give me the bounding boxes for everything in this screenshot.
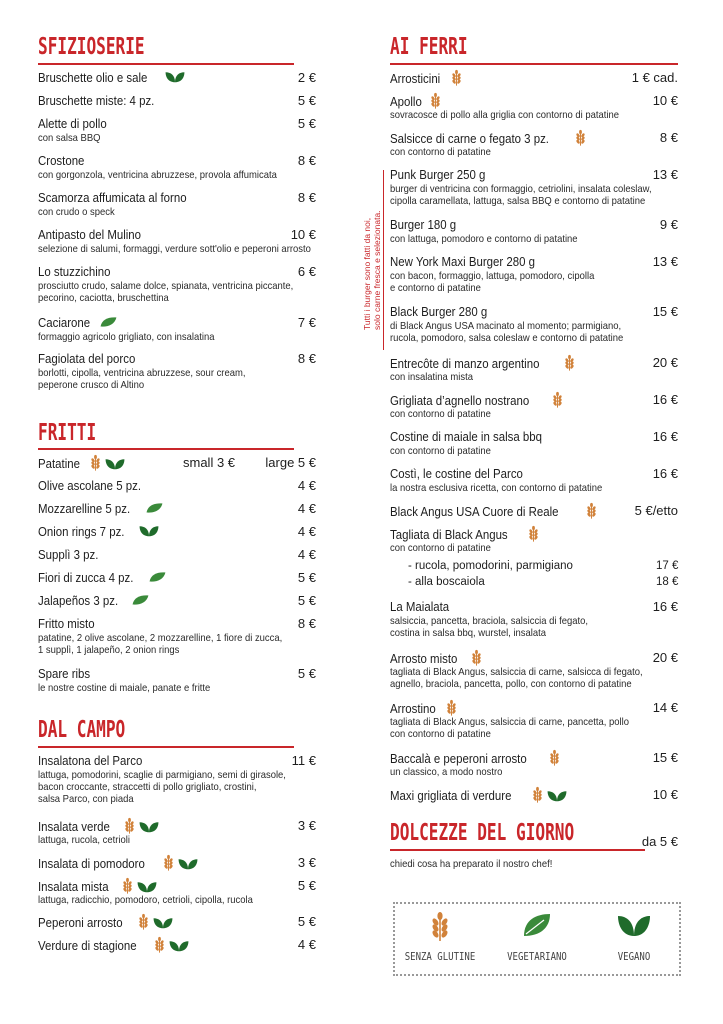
menu-item xyxy=(38,752,316,805)
menu-item-description: con contorno di patatine xyxy=(390,445,491,457)
menu-item-description: 1 supplì, 1 jalapeño, 2 onion rings xyxy=(38,644,180,656)
menu-item-price: 8 € xyxy=(297,616,316,631)
menu-item-price: 2 € xyxy=(297,70,316,85)
menu-item-name: Onion rings 7 pz. xyxy=(38,524,125,539)
menu-item-name: Grigliata d’agnello nostrano xyxy=(390,393,530,409)
menu-item-description: costina in salsa bbq, wurstel, insalata xyxy=(390,627,547,639)
menu-item-price: 5 € xyxy=(297,666,316,681)
menu-item-row xyxy=(390,129,678,146)
menu-item-description: con bacon, formaggio, lattuga, pomodoro, cipolla xyxy=(390,270,595,282)
menu-item-price: 5 € xyxy=(297,570,316,585)
menu-item-name: Supplì 3 pz. xyxy=(38,547,99,562)
menu-item-name: Caciarone xyxy=(38,315,91,330)
menu-item-price: 14 € xyxy=(652,700,678,715)
menu-item xyxy=(390,502,678,519)
menu-item xyxy=(38,546,316,563)
menu-item-price: 1 € cad. xyxy=(631,70,678,85)
menu-item-description: con contorno di patatine xyxy=(390,146,491,158)
leaf-icon xyxy=(149,570,166,587)
wheat-icon xyxy=(450,69,463,91)
menu-item-price: 5 € xyxy=(297,93,316,108)
section-divider xyxy=(38,746,294,748)
double-leaf-icon xyxy=(169,939,189,956)
menu-item xyxy=(38,454,316,471)
menu-item-description: con gorgonzola, ventricina abruzzese, provola affumicata xyxy=(38,169,277,181)
menu-item-price: 13 € xyxy=(652,167,678,182)
double-leaf-icon xyxy=(617,925,651,942)
legend-gluten-free xyxy=(395,912,485,963)
tagliata-option-price: 18 € xyxy=(656,576,679,588)
menu-item-name: Olive ascolane 5 pz. xyxy=(38,478,142,493)
section-title-ai-ferri: AI FERRI xyxy=(390,34,468,60)
menu-item xyxy=(390,69,678,86)
menu-item-price: 10 € xyxy=(652,787,678,802)
menu-item-name: Jalapeños 3 pz. xyxy=(38,593,119,608)
menu-item-row xyxy=(390,303,678,320)
menu-item-price: 20 € xyxy=(652,355,678,370)
wheat-icon xyxy=(137,913,150,935)
section-divider xyxy=(390,63,678,65)
menu-item-name: Black Burger 280 g xyxy=(390,304,488,319)
menu-item-price: 9 € xyxy=(659,217,678,232)
menu-item-description: lattuga, pomodorini, scaglie di parmigiano, semi di girasole, xyxy=(38,769,286,781)
menu-item-row xyxy=(38,69,316,86)
menu-item xyxy=(38,665,316,694)
menu-item-description: sovracosce di pollo alla griglia con contorno di patatine xyxy=(390,109,620,121)
menu-item-price: 5 € xyxy=(297,878,316,893)
menu-item-name: Tagliata di Black Angus xyxy=(390,527,508,543)
menu-item xyxy=(390,598,678,639)
wheat-icon xyxy=(531,786,544,808)
menu-item-name: Punk Burger 250 g xyxy=(390,167,486,182)
menu-item-description: e contorno di patatine xyxy=(390,282,481,294)
menu-item-name: Insalata mista xyxy=(38,879,109,895)
menu-item-row xyxy=(390,465,678,482)
menu-item-price: 3 € xyxy=(297,818,316,833)
menu-item-row xyxy=(38,615,316,632)
menu-item-row xyxy=(390,253,678,270)
menu-item-name: Salsicce di carne o fegato 3 pz. xyxy=(390,131,549,147)
menu-item-price: 16 € xyxy=(652,429,678,444)
double-leaf-icon xyxy=(165,70,185,87)
menu-item xyxy=(390,428,678,457)
menu-item-price: 16 € xyxy=(652,466,678,481)
menu-item-price: 6 € xyxy=(297,264,316,279)
menu-item-row xyxy=(390,69,678,86)
menu-item-name: Costì, le costine del Parco xyxy=(390,466,523,481)
menu-item-description: tagliata di Black Angus, salsiccia di carne, salsicca di fegato, xyxy=(390,666,643,678)
menu-item xyxy=(390,525,678,554)
menu-item-name: Black Angus USA Cuore di Reale xyxy=(390,504,559,520)
menu-item-name: Mozzarelline 5 pz. xyxy=(38,501,131,516)
menu-item-name: Antipasto del Mulino xyxy=(38,227,142,242)
menu-item xyxy=(38,854,316,871)
menu-item-description: con crudo o speck xyxy=(38,206,115,218)
section-title-sfizioserie: SFIZIOSERIE xyxy=(38,34,145,60)
menu-item-row xyxy=(38,92,316,109)
menu-item xyxy=(38,263,316,304)
legend-vegan xyxy=(589,912,679,963)
menu-item-name: Entrecôte di manzo argentino xyxy=(390,356,540,372)
tagliata-option xyxy=(408,560,679,572)
menu-item-description: prosciutto crudo, salame dolce, spianata, ventricina piccante, xyxy=(38,280,294,292)
menu-item xyxy=(38,92,316,109)
menu-item-row xyxy=(38,817,316,834)
menu-item-row xyxy=(38,115,316,132)
menu-item xyxy=(390,391,678,420)
menu-item-name: Maxi grigliata di verdure xyxy=(390,788,512,804)
menu-item-name: Scamorza affumicata al forno xyxy=(38,190,187,205)
menu-item-price: 10 € xyxy=(652,93,678,108)
menu-item-row xyxy=(390,649,678,666)
menu-item-name: Bruschette olio e sale xyxy=(38,70,148,85)
leaf-icon xyxy=(522,925,552,942)
section-divider xyxy=(390,849,645,851)
section-divider xyxy=(38,448,294,450)
section-title-dal-campo: DAL CAMPO xyxy=(38,717,126,743)
menu-item-description: con contorno di patatine xyxy=(390,728,491,740)
menu-item xyxy=(38,877,316,906)
menu-item-description: le nostre costine di maiale, panate e fritte xyxy=(38,682,211,694)
menu-item-row xyxy=(390,502,678,519)
double-leaf-icon xyxy=(547,789,567,806)
menu-item-name: Insalatona del Parco xyxy=(38,753,143,768)
menu-item-description: bacon croccante, straccetti di pollo grigliato, crostini, xyxy=(38,781,257,793)
wheat-icon xyxy=(89,454,102,476)
menu-item-price: 10 € xyxy=(290,227,316,242)
menu-item-price: 11 € xyxy=(291,753,316,768)
wheat-icon xyxy=(585,502,598,524)
wheat-icon xyxy=(162,854,175,876)
menu-item-price: 4 € xyxy=(297,937,316,952)
menu-item-description: patatine, 2 olive ascolane, 2 mozzarelline, 1 fiore di zucca, xyxy=(38,632,283,644)
leaf-icon xyxy=(146,501,163,518)
menu-item xyxy=(38,936,316,953)
menu-item xyxy=(38,350,316,391)
menu-item xyxy=(38,115,316,144)
menu-item-description: borlotti, cipolla, ventricina abruzzese, sour cream, xyxy=(38,367,246,379)
menu-item-name: Insalata di pomodoro xyxy=(38,856,145,872)
menu-item-row xyxy=(390,598,678,615)
menu-item-price: 4 € xyxy=(297,478,316,493)
menu-item-price: 7 € xyxy=(297,315,316,330)
menu-item-price: 8 € xyxy=(659,130,678,145)
menu-item xyxy=(38,69,316,86)
menu-item-row xyxy=(390,786,678,803)
menu-item xyxy=(38,592,316,609)
menu-item xyxy=(390,649,678,690)
menu-item-row xyxy=(390,525,678,542)
menu-item-price: 3 € xyxy=(297,855,316,870)
menu-item-description: la nostra esclusiva ricetta, con contorno di patatine xyxy=(390,482,603,494)
menu-item-name: Alette di pollo xyxy=(38,116,107,131)
menu-item-description: peperone crusco di Altino xyxy=(38,379,145,391)
burger-note: Tutti i burger sono fatti da noi, solo carne fresca e selezionata. xyxy=(362,210,382,330)
menu-item-row xyxy=(38,454,316,471)
menu-item xyxy=(38,523,316,540)
legend-vegetarian xyxy=(492,912,582,963)
section-title-dolcezze: DOLCEZZE DEL GIORNO xyxy=(390,820,575,846)
menu-item-description: selezione di salumi, formaggi, verdure sott'olio e peperoni arrosto xyxy=(38,243,311,255)
double-leaf-icon xyxy=(105,457,125,474)
menu-item-row xyxy=(38,936,316,953)
menu-item-price: 20 € xyxy=(652,650,678,665)
menu-item-description: burger di ventricina con formaggio, cetriolini, insalata coleslaw, xyxy=(390,183,652,195)
menu-item-row xyxy=(38,314,316,331)
menu-item-price-small: small 3 € xyxy=(183,455,236,470)
menu-item-description: lattuga, rucola, cetrioli xyxy=(38,834,130,846)
menu-item-price: 4 € xyxy=(297,501,316,516)
menu-item xyxy=(390,216,678,245)
menu-item-name: Peperoni arrosto xyxy=(38,915,123,931)
tagliata-option-price: 17 € xyxy=(656,560,679,572)
leaf-icon xyxy=(100,315,117,332)
menu-item-row xyxy=(38,226,316,243)
menu-item-name: Verdure di stagione xyxy=(38,938,137,954)
menu-item-name: Lo stuzzichino xyxy=(38,264,111,279)
menu-item xyxy=(38,152,316,181)
menu-item-description: salsiccia, pancetta, braciola, salsiccia di fegato, xyxy=(390,615,589,627)
legend-label: VEGANO xyxy=(617,950,651,963)
menu-item xyxy=(38,615,316,656)
menu-item-row xyxy=(38,752,316,769)
menu-item xyxy=(390,465,678,494)
menu-item-price: 8 € xyxy=(297,351,316,366)
menu-item-description: tagliata di Black Angus, salsiccia di carne, pancetta, pollo xyxy=(390,716,630,728)
menu-item-price: 4 € xyxy=(297,547,316,562)
menu-item xyxy=(38,477,316,494)
menu-item-price: 5 € xyxy=(297,593,316,608)
menu-item xyxy=(38,314,316,343)
legend-label: SENZA GLUTINE xyxy=(404,950,476,963)
wheat-icon xyxy=(153,936,166,958)
menu-item-name: Arrosticini xyxy=(390,71,441,87)
menu-item xyxy=(390,699,678,740)
menu-item-row xyxy=(38,546,316,563)
menu-item-row xyxy=(390,699,678,716)
menu-item-row xyxy=(38,350,316,367)
menu-item-description: pecorino, caciotta, bruschettina xyxy=(38,292,169,304)
menu-item-row xyxy=(390,428,678,445)
menu-item-row xyxy=(38,477,316,494)
menu-item xyxy=(38,817,316,846)
menu-item-row xyxy=(390,391,678,408)
menu-item-row xyxy=(38,592,316,609)
menu-item-price: large 5 € xyxy=(265,455,316,470)
menu-item-name: New York Maxi Burger 280 g xyxy=(390,254,535,269)
dolcezze-price: da 5 € xyxy=(641,834,678,849)
menu-item-row xyxy=(390,354,678,371)
menu-item xyxy=(390,253,678,294)
tagliata-option xyxy=(408,576,679,588)
dietary-legend xyxy=(393,902,681,976)
menu-item-price: 8 € xyxy=(297,153,316,168)
menu-item-description: con lattuga, pomodoro e contorno di patatine xyxy=(390,233,578,245)
menu-item-description: agnello, braciola, pancetta, pollo, con contorno di patatine xyxy=(390,678,632,690)
menu-item xyxy=(390,166,678,207)
menu-item-name: Insalata verde xyxy=(38,819,110,835)
menu-item-price: 15 € xyxy=(652,750,678,765)
double-leaf-icon xyxy=(139,524,159,541)
menu-item-name: Arrosto misto xyxy=(390,651,458,667)
menu-item-price: 4 € xyxy=(297,524,316,539)
menu-item-row xyxy=(390,92,678,109)
menu-item-row xyxy=(390,216,678,233)
dolcezze-description: chiedi cosa ha preparato il nostro chef! xyxy=(390,858,553,870)
menu-item-row xyxy=(38,665,316,682)
menu-item-name: Spare ribs xyxy=(38,666,91,681)
menu-item-price: 15 € xyxy=(652,304,678,319)
menu-item-name: Fagiolata del porco xyxy=(38,351,136,366)
menu-item-row xyxy=(38,500,316,517)
menu-item xyxy=(390,303,678,344)
double-leaf-icon xyxy=(178,857,198,874)
menu-item xyxy=(390,354,678,383)
menu-item-name: Apollo xyxy=(390,94,422,110)
menu-item-price: 16 € xyxy=(652,392,678,407)
menu-item-description: con insalatina mista xyxy=(390,371,473,383)
menu-item xyxy=(38,913,316,930)
menu-item-price: 13 € xyxy=(652,254,678,269)
menu-item xyxy=(390,786,678,803)
menu-item-description: cipolla caramellata, lattuga, salsa BBQ e contorno di patatine xyxy=(390,195,646,207)
menu-item-row xyxy=(38,263,316,280)
menu-item xyxy=(390,129,678,158)
menu-item xyxy=(38,569,316,586)
menu-item xyxy=(390,749,678,778)
menu-item-name: La Maialata xyxy=(390,599,450,614)
menu-item-price: 5 € xyxy=(297,116,316,131)
menu-item-name: Costine di maiale in salsa bbq xyxy=(390,429,542,444)
menu-item xyxy=(38,500,316,517)
menu-item-price: 5 €/etto xyxy=(634,503,678,518)
tagliata-option-label: - alla boscaiola xyxy=(408,576,485,588)
menu-item-row xyxy=(38,569,316,586)
menu-item-row xyxy=(38,152,316,169)
menu-item-name: Baccalà e peperoni arrosto xyxy=(390,751,527,767)
menu-item-description: un classico, a modo nostro xyxy=(390,766,503,778)
menu-item-description: lattuga, radicchio, pomodoro, cetrioli, cipolla, rucola xyxy=(38,894,253,906)
menu-item xyxy=(390,92,678,121)
menu-item-description: rucola, pomodoro, salsa coleslaw e contorno di patatine xyxy=(390,332,624,344)
menu-item-name: Fritto misto xyxy=(38,616,95,631)
menu-item-price: 16 € xyxy=(652,599,678,614)
menu-item-price: 8 € xyxy=(297,190,316,205)
wheat-icon xyxy=(428,929,452,946)
menu-item-description: di Black Angus USA macinato al momento; parmigiano, xyxy=(390,320,622,332)
double-leaf-icon xyxy=(153,916,173,933)
section-divider xyxy=(38,63,294,65)
menu-item-description: formaggio agricolo grigliato, con insalatina xyxy=(38,331,215,343)
menu-item-name: Patatine xyxy=(38,456,80,472)
menu-item-row xyxy=(38,189,316,206)
menu-item-name: Arrostino xyxy=(390,701,436,717)
menu-item-row xyxy=(38,854,316,871)
tagliata-option-label: - rucola, pomodorini, parmigiano xyxy=(408,560,573,572)
menu-item-price: 5 € xyxy=(297,914,316,929)
menu-item xyxy=(38,189,316,218)
menu-item-row xyxy=(38,913,316,930)
menu-item-name: Fiori di zucca 4 pz. xyxy=(38,570,134,585)
menu-item-row xyxy=(38,523,316,540)
leaf-icon xyxy=(132,593,149,610)
section-title-fritti: FRITTI xyxy=(38,420,97,446)
menu-item-name: Crostone xyxy=(38,153,85,168)
menu-item-name: Burger 180 g xyxy=(390,217,457,232)
menu-item xyxy=(38,226,316,255)
menu-item-description: salsa Parco, con piada xyxy=(38,793,134,805)
menu-item-description: con contorno di patatine xyxy=(390,542,491,554)
menu-item-row xyxy=(38,877,316,894)
legend-label: VEGETARIANO xyxy=(507,950,567,963)
menu-item-row xyxy=(390,749,678,766)
menu-item-description: con salsa BBQ xyxy=(38,132,101,144)
menu-item-row xyxy=(390,166,678,183)
menu-item-name: Bruschette miste: 4 pz. xyxy=(38,93,155,108)
menu-item-description: con contorno di patatine xyxy=(390,408,491,420)
